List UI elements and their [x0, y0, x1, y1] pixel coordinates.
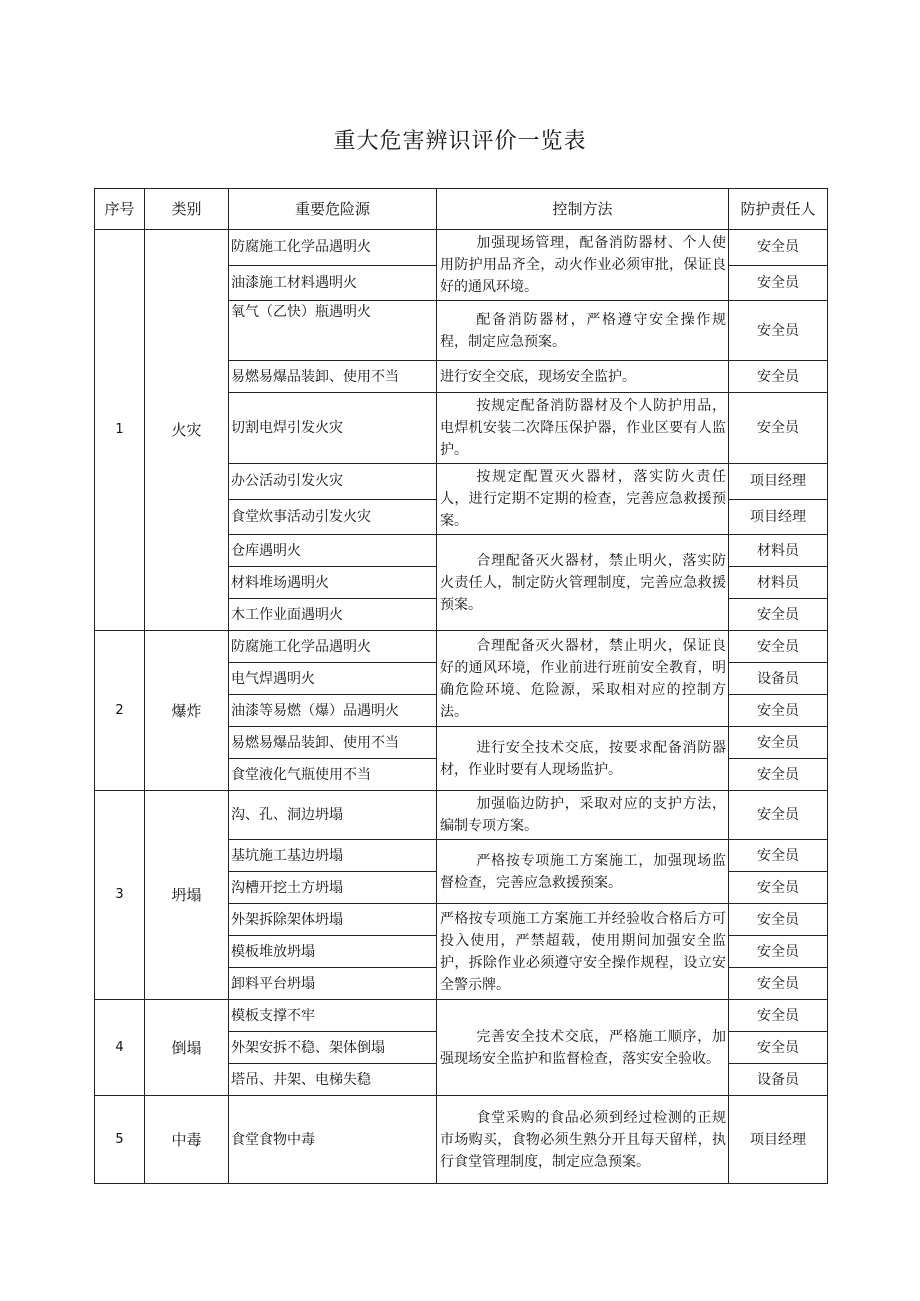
group-no: 3 — [95, 791, 145, 1000]
hazard-cell: 油漆等易燃（爆）品遇明火 — [229, 695, 437, 727]
table-row — [95, 1096, 828, 1184]
person-cell: 材料员 — [729, 535, 828, 567]
method-text: 按规定配置灭火器材，落实防火责任人，进行定期不定期的检查，完善应急救援预案。 — [440, 469, 726, 529]
person-cell: 安全员 — [729, 936, 828, 968]
hazard-table — [94, 188, 828, 1184]
method-text: 完善安全技术交底，严格施工顺序，加强现场安全监护和监督检查，落实安全验收。 — [440, 1028, 726, 1067]
person-cell: 安全员 — [729, 695, 828, 727]
hazard-cell: 模板堆放坍塌 — [229, 936, 437, 968]
method-cell — [437, 840, 729, 904]
hazard-cell: 食堂炊事活动引发火灾 — [229, 499, 437, 535]
group-no: 1 — [95, 230, 145, 631]
person-cell: 安全员 — [729, 904, 828, 936]
hazard-cell: 塔吊、井架、电梯失稳 — [229, 1064, 437, 1096]
group-no: 5 — [95, 1096, 145, 1184]
person-cell: 安全员 — [729, 840, 828, 872]
group-category: 爆炸 — [145, 631, 229, 791]
header-no: 序号 — [95, 189, 145, 230]
group-category: 火灾 — [145, 230, 229, 631]
hazard-cell: 食堂液化气瓶使用不当 — [229, 759, 437, 791]
method-cell — [437, 393, 729, 464]
method-cell: 严格按专项施工方案施工并经验收合格后方可投入使用，严禁超载，使用期间加强安全监护，拆除作业必须遵守安全操作规程，设立安全警示牌。 — [437, 904, 729, 1000]
hazard-cell: 电气焊遇明火 — [229, 663, 437, 695]
hazard-cell: 卸料平台坍塌 — [229, 968, 437, 1000]
person-cell: 安全员 — [729, 631, 828, 663]
method-text: 加强现场管理，配备消防器材、个人使用防护用品齐全，动火作业必须审批，保证良好的通风环境。 — [440, 235, 726, 295]
table-row — [95, 791, 828, 840]
person-cell: 设备员 — [729, 663, 828, 695]
person-cell: 安全员 — [729, 265, 828, 301]
hazard-cell: 基坑施工基边坍塌 — [229, 840, 437, 872]
hazard-cell: 沟、孔、洞边坍塌 — [229, 791, 437, 840]
method-text: 加强临边防护，采取对应的支护方法，编制专项方案。 — [440, 796, 726, 834]
person-cell: 安全员 — [729, 1032, 828, 1064]
group-no: 4 — [95, 1000, 145, 1096]
person-cell: 项目经理 — [729, 1096, 828, 1184]
person-cell: 安全员 — [729, 230, 828, 266]
method-cell — [437, 1000, 729, 1096]
method-cell — [437, 535, 729, 631]
method-text: 严格按专项施工方案施工，加强现场监督检查，完善应急救援预案。 — [440, 852, 726, 891]
hazard-cell: 外架安拆不稳、架体倒塌 — [229, 1032, 437, 1064]
table-row — [95, 631, 828, 663]
hazard-cell: 氧气（乙快）瓶遇明火 — [229, 301, 437, 361]
method-cell — [437, 301, 729, 361]
hazard-cell: 外架拆除架体坍塌 — [229, 904, 437, 936]
person-cell: 安全员 — [729, 727, 828, 759]
header-row — [95, 189, 828, 230]
hazard-cell: 防腐施工化学品遇明火 — [229, 631, 437, 663]
group-category: 中毒 — [145, 1096, 229, 1184]
group-category: 坍塌 — [145, 791, 229, 1000]
person-cell: 安全员 — [729, 301, 828, 361]
hazard-cell: 模板支撑不牢 — [229, 1000, 437, 1032]
header-person: 防护责任人 — [729, 189, 828, 230]
person-cell: 项目经理 — [729, 499, 828, 535]
method-cell: 进行安全交底，现场安全监护。 — [437, 361, 729, 393]
person-cell: 设备员 — [729, 1064, 828, 1096]
method-text: 配备消防器材，严格遵守安全操作规程，制定应急预案。 — [440, 311, 726, 350]
method-cell — [437, 230, 729, 301]
group-no: 2 — [95, 631, 145, 791]
method-cell — [437, 1096, 729, 1184]
hazard-cell: 油漆施工材料遇明火 — [229, 265, 437, 301]
hazard-cell: 材料堆场遇明火 — [229, 567, 437, 599]
method-text: 食堂采购的食品必须到经过检测的正规市场购买，食物必须生熟分开且每天留样，执行食堂管理制度，制定应急预案。 — [440, 1109, 726, 1170]
person-cell: 材料员 — [729, 567, 828, 599]
person-cell: 安全员 — [729, 791, 828, 840]
table-row — [95, 230, 828, 266]
hazard-cell: 易燃易爆品装卸、使用不当 — [229, 727, 437, 759]
hazard-cell: 办公活动引发火灾 — [229, 464, 437, 500]
hazard-cell: 易燃易爆品装卸、使用不当 — [229, 361, 437, 393]
person-cell: 安全员 — [729, 872, 828, 904]
person-cell: 项目经理 — [729, 464, 828, 500]
method-cell — [437, 631, 729, 727]
person-cell: 安全员 — [729, 361, 828, 393]
method-cell — [437, 727, 729, 791]
person-cell: 安全员 — [729, 393, 828, 464]
person-cell: 安全员 — [729, 759, 828, 791]
method-text: 进行安全技术交底，按要求配备消防器材，作业时要有人现场监护。 — [440, 739, 726, 778]
hazard-cell: 防腐施工化学品遇明火 — [229, 230, 437, 266]
method-cell — [437, 464, 729, 535]
hazard-cell: 切割电焊引发火灾 — [229, 393, 437, 464]
method-text: 合理配备灭火器材，禁止明火，落实防火责任人，制定防火管理制度，完善应急救援预案。 — [440, 552, 726, 613]
hazard-cell: 食堂食物中毒 — [229, 1096, 437, 1184]
method-cell — [437, 791, 729, 840]
person-cell: 安全员 — [729, 1000, 828, 1032]
hazard-cell: 沟槽开挖土方坍塌 — [229, 872, 437, 904]
hazard-cell: 仓库遇明火 — [229, 535, 437, 567]
person-cell: 安全员 — [729, 968, 828, 1000]
person-cell: 安全员 — [729, 599, 828, 631]
header-method: 控制方法 — [437, 189, 729, 230]
method-text: 合理配备灭火器材，禁止明火，保证良好的通风环境，作业前进行班前安全教育，明确危险环境、危险源，采取相对应的控制方法。 — [440, 637, 726, 720]
table-row — [95, 1000, 828, 1032]
method-text: 按规定配备消防器材及个人防护用品，电焊机安装二次降压保护器，作业区要有人监护。 — [440, 398, 726, 458]
header-category: 类别 — [145, 189, 229, 230]
hazard-cell: 木工作业面遇明火 — [229, 599, 437, 631]
page-title: 重大危害辨识评价一览表 — [333, 129, 587, 154]
group-category: 倒塌 — [145, 1000, 229, 1096]
header-hazard: 重要危险源 — [229, 189, 437, 230]
